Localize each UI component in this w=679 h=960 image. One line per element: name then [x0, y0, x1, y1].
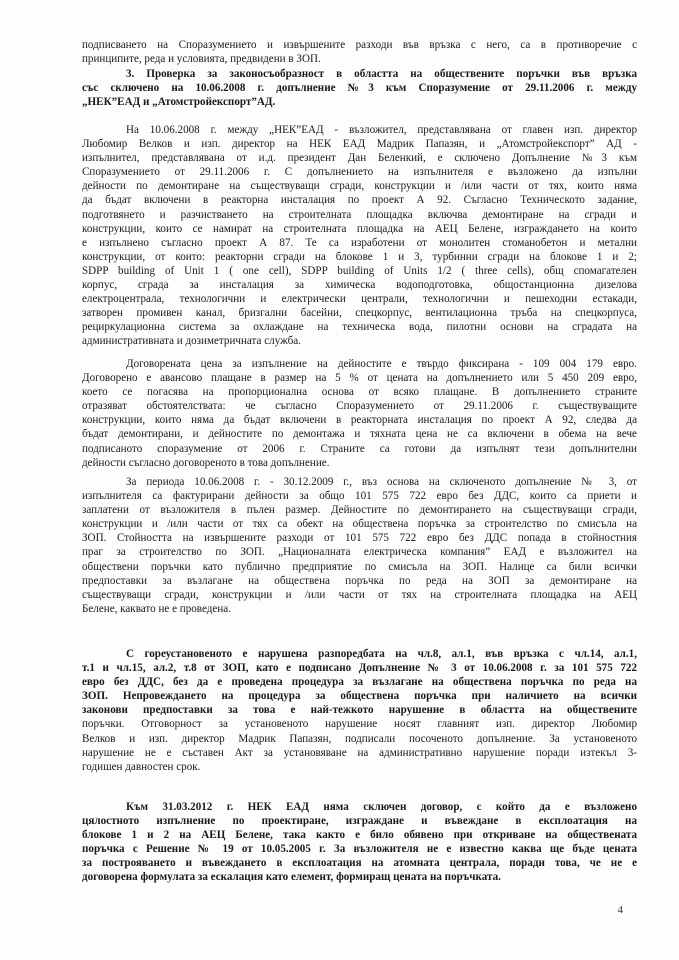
text-line: за построяването и въвеждането в експлоатация на атомната централа, поради това, че не е: [82, 857, 637, 870]
text-line: Споразумението от 29.11.2006 г. С допълнението на изпълнителя е възложено да изпълни: [82, 166, 637, 179]
text-line: нарушение не е съставен Акт за установяване на административно нарушение поради изтекъл 3-: [82, 746, 637, 759]
text-line: 3. Проверка за законосъобразност в областта на обществените поръчки във връзка: [126, 68, 637, 80]
text-line: заплатени от възложителя в пълен размер. Дейностите по демонтирането на съществуващи сгради,: [82, 504, 637, 517]
text-line: законови предпоставки за това е най-тежкото нарушение в областта на обществените: [82, 704, 637, 717]
text-line: ЗОП. Непровеждането на процедура за обществена поръчка при наличието на всички: [82, 690, 637, 703]
paragraph-contract-status: [82, 800, 637, 885]
paragraph-intro-continuation: [82, 38, 637, 66]
text-line: За периода 10.06.2008 г. - 30.12.2009 г., въз основа на сключеното допълнение № 3, от: [126, 476, 637, 488]
text-line: изпълнител, представлявана от и.д. президент Дан Беленкий, е сключено Допълнение №3 към: [82, 152, 637, 165]
text-line: бъдат демонтирани, и дейностите по демонтажа и тяхната цена не са включени в обема на вече: [82, 428, 637, 441]
text-line: дейности съгласно договореното в това допълнение.: [82, 456, 330, 469]
text-line: конструкции, които се намират на строителната площадка на АЕЦ Белене, изграждането на които: [82, 222, 637, 235]
text-line: което се погасява на пропорционална основа от всяко плащане. В допълнението страните: [82, 386, 637, 399]
text-line: Към 31.03.2012 г. НЕК ЕАД няма сключен договор, с който да е възложено: [126, 801, 637, 813]
text-line: е изпълнено съгласно проект А 87. Те са изработени от монолитен стоманобетон и метални: [82, 236, 637, 249]
text-line: праг за строителство по ЗОП. „Националната електрическа компания” ЕАД е възложител на: [82, 546, 637, 559]
text-line: На 10.06.2008 г. между „НЕК”ЕАД - възложител, представлявана от главен изп. директор: [126, 124, 637, 136]
text-line: т.1 и чл.15, ал.2, т.8 от ЗОП, като е подписано Допълнение № 3 от 10.06.2008 г. за 101 575 722: [82, 662, 637, 675]
text-line: Велков и изп. директор Мадрик Папазян, подписали посоченото допълнение. За установеното: [82, 732, 637, 745]
paragraph-supplement-description: [82, 123, 637, 349]
text-line: Договорената цена за изпълнение на дейностите е твърдо фиксирана - 109 004 179 евро.: [126, 358, 637, 370]
text-line: подготвянето и разчистването на строителната площадка включва демонтиране на сгради и: [82, 208, 637, 221]
text-line: конструкции и /или части от тях са обект на обществена поръчка за строителство по смисъла на: [82, 518, 637, 531]
text-line: обществени поръчки като публично предприятие по смисъла на ЗОП. Налице са били всички: [82, 560, 637, 573]
text-line: SDPP building of Unit 1 ( one cell), SDPP building of Units 1/2 ( three cells), общ спомагателен: [82, 264, 637, 277]
text-line: годишен давностен срок.: [82, 760, 201, 773]
text-line: подписаното споразумение от 2006 г. Страните са готови да изпълнят тези допълнителни: [82, 442, 637, 455]
text-line: конструкции, от които: реакторни сгради на блокове 1 и 3, турбинни сгради на блокове 1 и 2;: [82, 250, 637, 263]
text-line: електроцентрала, технологични и електрически централи, технологични и пешеходни естакади,: [82, 293, 637, 306]
text-line: блокове 1 и 2 на АЕЦ Белене, така както е било обявено при откриване на обществената: [82, 829, 637, 842]
text-line: да бъдат включени в реакторна инсталация по проект А 92. Съгласно Техническото задание,: [82, 194, 637, 207]
text-line: принципите, реда и условията, предвидени в ЗОП.: [82, 53, 321, 66]
text-line: подписването на Споразумението и извършените разходи във връзка с него, са в противоречие с: [82, 39, 637, 51]
text-line: Договорено е авансово плащане в размер на 5 % от цената на допълнението или 5 450 209 евро,: [82, 372, 637, 385]
text-line: изпълнителя са фактурирани дейности за общо 101 575 722 евро без ДДС, които са приети и: [82, 490, 637, 503]
text-line: цялостното изпълнение по проектиране, изграждане и въвеждане в експлоатация на: [82, 815, 637, 828]
text-line: рециркулационна система за охлаждане на техническа вода, пилотни основи на сградата на: [82, 321, 637, 334]
text-line: предпоставки за възлагане на обществена поръчка по реда на ЗОП за демонтиране на: [82, 574, 637, 587]
text-line: затворен промивен канал, бризгални басейни, спецкорпус, вентилационна тръба на спецкорпуса,: [82, 307, 637, 320]
text-line: административната и дозиметричната служба.: [82, 335, 301, 348]
text-line: отразяват обстоятелствата: че съгласно Споразумението от 29.11.2006 г. съществуващите: [82, 400, 637, 413]
text-line: С гореустановеното е нарушена разпоредбата на чл.8, ал.1, във връзка с чл.14, ал.1,: [126, 648, 637, 660]
text-line: със сключено на 10.06.2008 г. допълнение №3 към Споразумение от 29.11.2006 г. между: [82, 82, 637, 95]
text-line: поръчка с Решение № 19 от 10.05.2005 г. За възложителя не е известно каква ще бъде цената: [82, 843, 637, 856]
text-line: евро без ДДС, без да е проведена процедура за възлагане на обществена поръчка по реда на: [82, 676, 637, 689]
section-heading-3: [82, 67, 637, 109]
text-line: договорена формулата за ескалация като елемент, формиращ цената на поръчката.: [82, 871, 501, 884]
text-line: „НЕК”ЕАД и „Атомстройекспорт”АД.: [82, 96, 276, 109]
text-line: съществуващи сгради, конструкции и /или части от тях на строителната площадка на АЕЦ: [82, 588, 637, 601]
paragraph-contract-price: [82, 357, 637, 470]
page-number: 4: [617, 904, 623, 916]
paragraph-violation-finding: [82, 647, 637, 774]
text-line: дейности по демонтиране на съществуващи сгради, конструкции и /или части от тях, които няма: [82, 180, 637, 193]
text-line: Любомир Велков и изп. директор на НЕК ЕАД Мадрик Папазян, и „Атомстройекспорт” АД -: [82, 138, 637, 151]
text-line: Белене, каквато не е проведена.: [82, 602, 231, 615]
text-line: конструкции, които няма да бъдат включени в реакторната инсталация по проект А 92, следва да: [82, 414, 637, 427]
text-line: поръчки. Отговорност за установеното нарушение носят главният изп. директор Любомир: [82, 718, 637, 731]
text-line: корпус, сграда за инсталация за химическа водоподготовка, общостанционна дизелова: [82, 279, 637, 292]
text-line: ЗОП. Стойността на извършените разходи от 101 575 722 евро без ДДС попада в стойностния: [82, 532, 637, 545]
paragraph-invoiced-activities: [82, 475, 637, 616]
